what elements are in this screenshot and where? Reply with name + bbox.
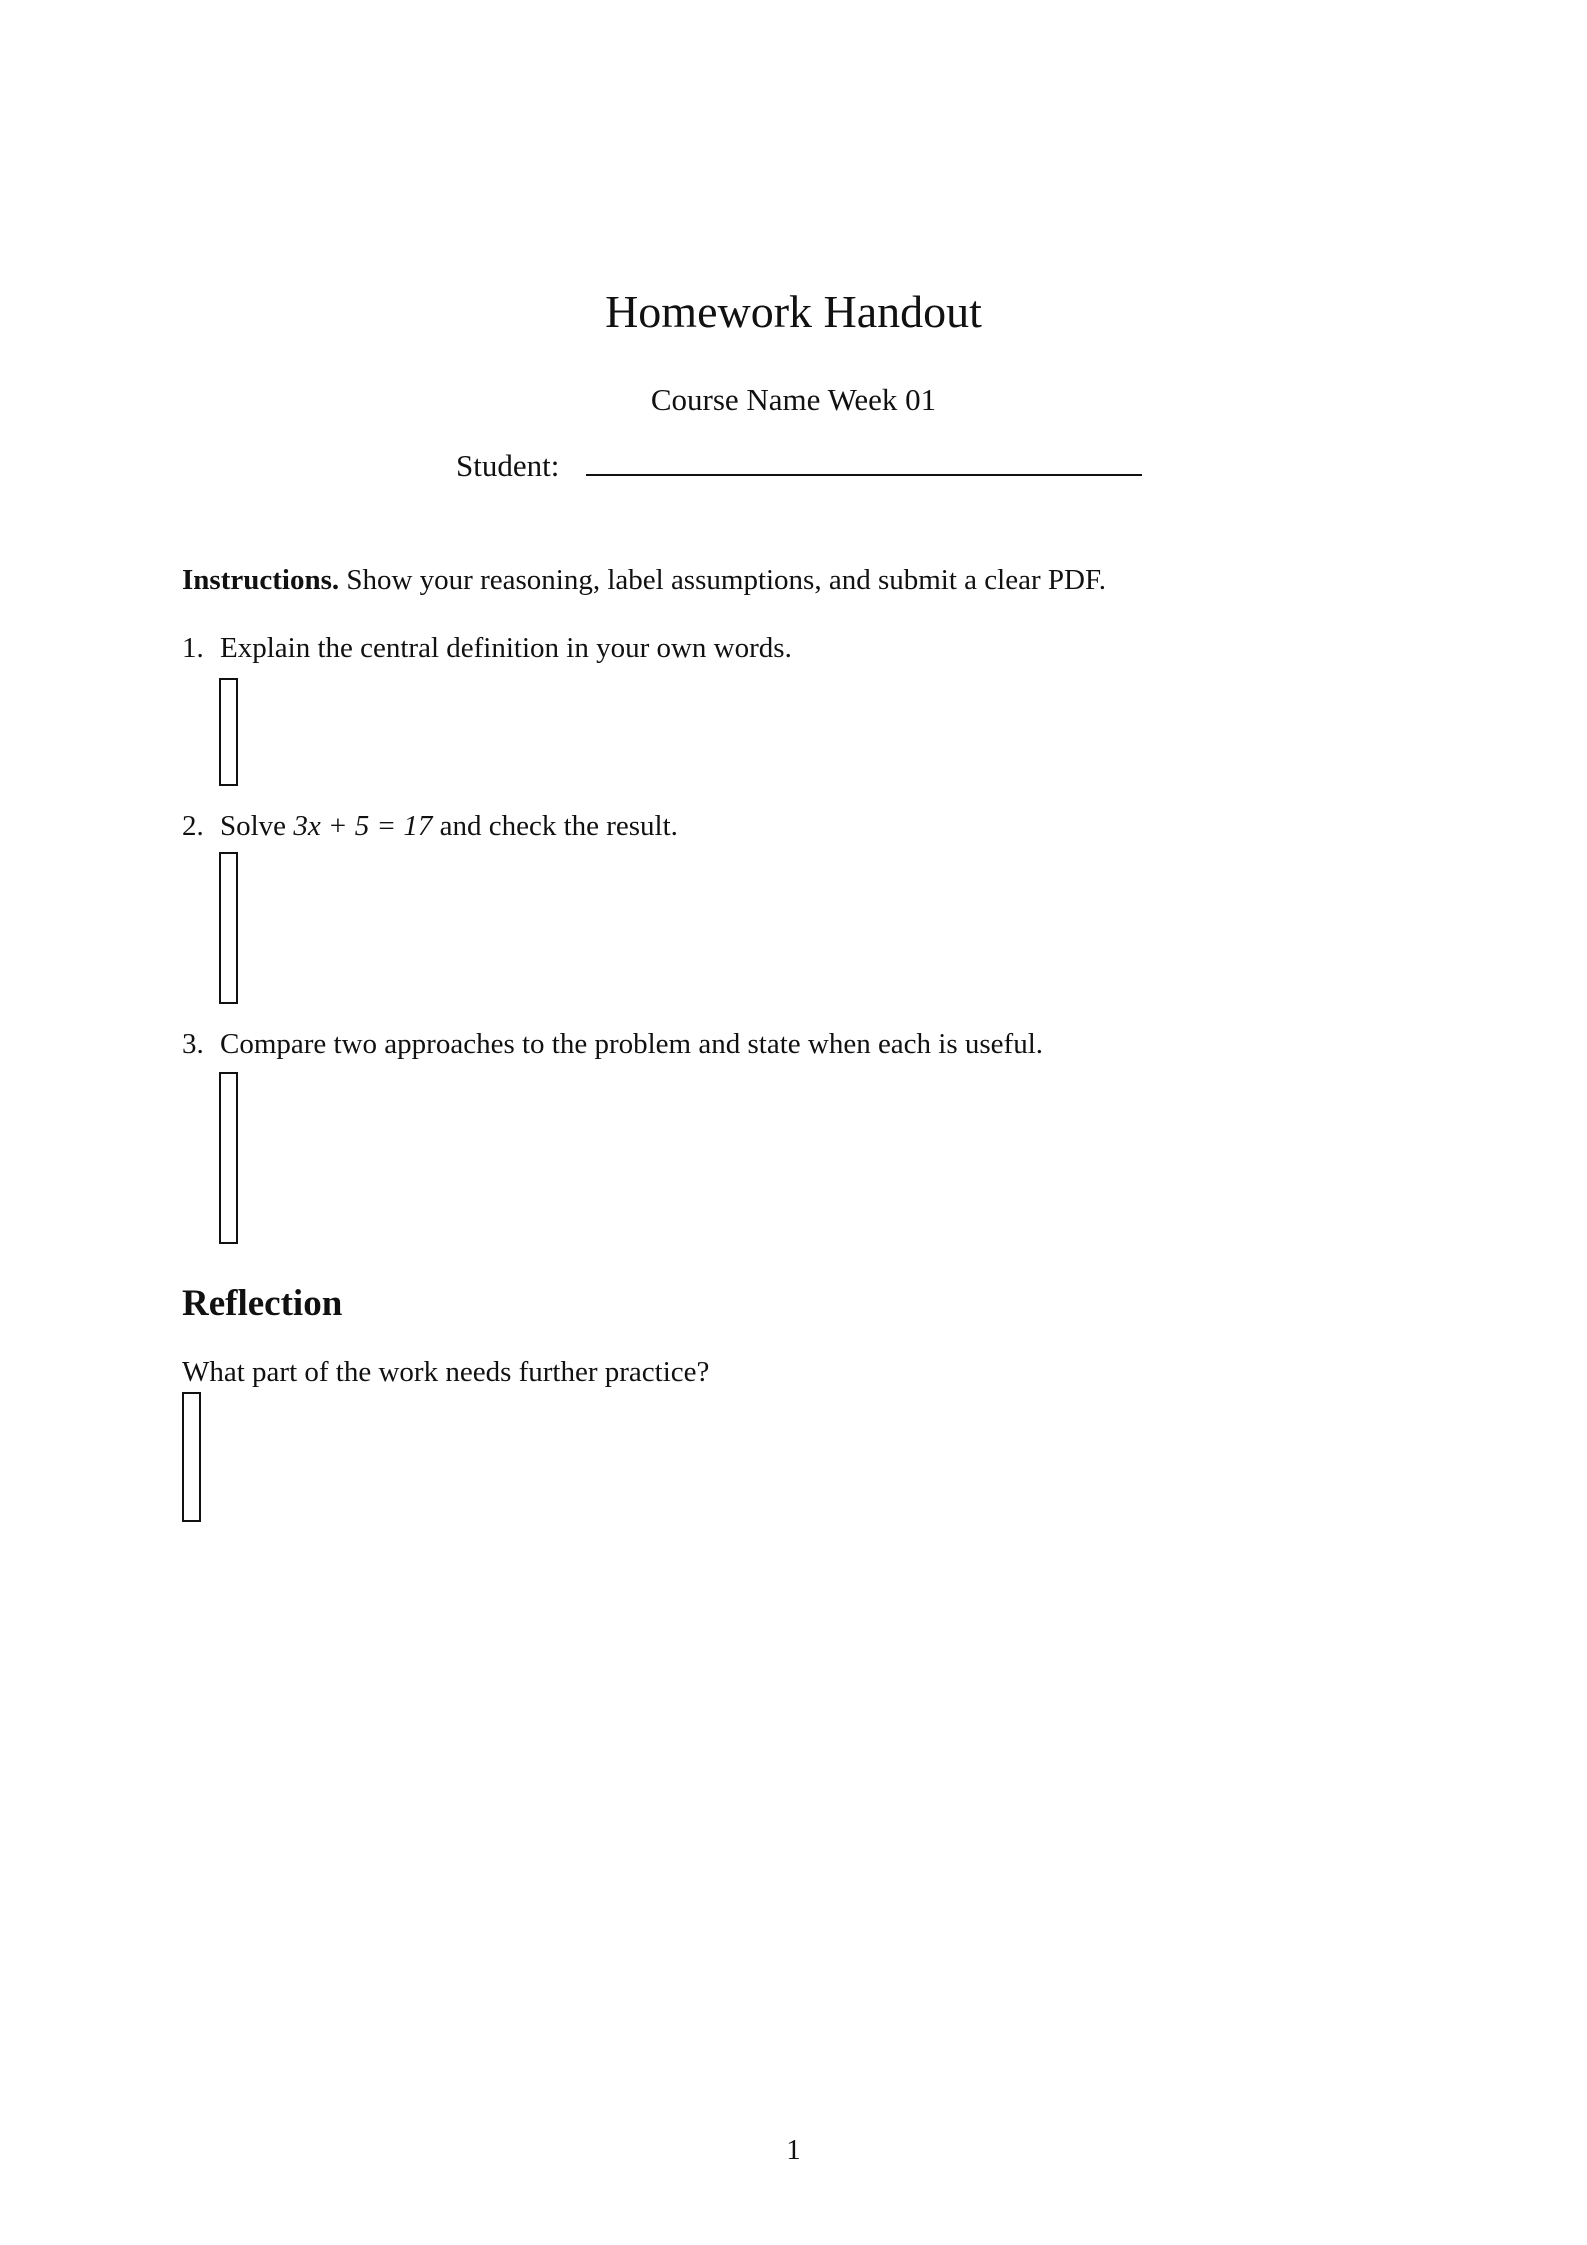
reflection-heading: Reflection [182,1283,343,1324]
answer-box-1[interactable] [219,678,238,786]
course-week-subtitle: Course Name Week 01 [650,382,937,417]
instructions-paragraph [182,560,1106,600]
answer-box-3[interactable] [219,1072,238,1244]
question-text: Explain the central definition in your own words. [220,632,792,664]
question-text-suffix: and check the result. [432,810,678,842]
question-text-prefix: Solve [220,810,294,842]
page-number: 1 [786,2134,801,2166]
question-number: 2. [182,810,204,842]
page-title: Homework Handout [605,286,982,337]
answer-box-2[interactable] [219,852,238,1004]
question-number: 1. [182,632,204,664]
reflection-answer-box[interactable] [182,1392,201,1522]
instructions-text: Show your reasoning, label assumptions, and submit a clear PDF. [339,564,1106,596]
question-3 [182,1024,1043,1064]
reflection-prompt: What part of the work needs further practice? [182,1356,710,1388]
question-2 [182,806,678,846]
question-1 [182,628,792,668]
instructions-label: Instructions. [182,564,340,596]
student-label: Student: [456,448,560,483]
question-number: 3. [182,1028,204,1060]
student-name-field[interactable] [586,474,1142,476]
equation: 3x + 5 = 17 [293,810,433,842]
question-text: Compare two approaches to the problem and state when each is useful. [220,1028,1044,1060]
